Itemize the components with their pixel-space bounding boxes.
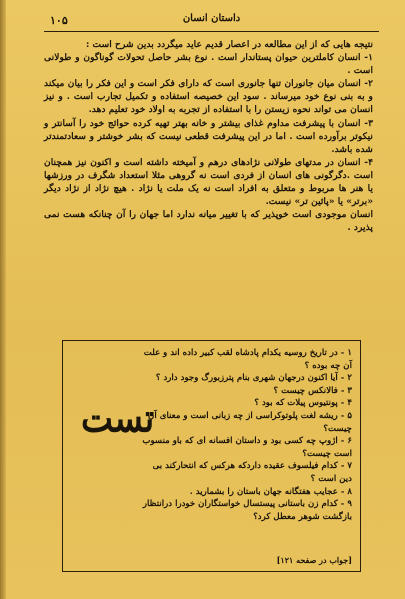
paragraph: ۱- انسان کاملترین حیوان پستاندار است . نوع بشر حاصل تحولات گوناگون و طولانی است . bbox=[44, 52, 373, 77]
test-question: ۴ - پونتیوس پیلات که بود ؟ bbox=[254, 398, 352, 409]
test-box bbox=[62, 340, 361, 572]
test-question: ۹ - کدام زن باستانی پیستسال خواستگاران خودرا درانتظار بازگشت شوهر معطل کرد؟ bbox=[142, 499, 352, 522]
test-question: ۳ - فالانکس چیست ؟ bbox=[273, 385, 352, 396]
article-body bbox=[44, 38, 373, 234]
running-title: داستان انسان bbox=[182, 13, 241, 24]
paragraph: ۳- انسان با پیشرفت مداوم غذای بیشتر و خانه بهتر تهیه کرده حوائج خود را آسانتر و نیکوتر برآورده است . اما در این پیشرفت قطعی نیست که بشر خوشتر و سعادتمندتر شده باشد. bbox=[44, 117, 373, 155]
test-question: ۱ - در تاریخ روسیه یکدام پادشاه لقب کبیر داده اند و علت آن چه بوده ؟ bbox=[143, 348, 352, 371]
test-question: ۵ - ریشه لغت پلوتوکراسی از چه زبانی است و معنای آن چیست؟ bbox=[148, 410, 352, 434]
paragraph: ۲- انسان میان جانوران تنها جانوری است که دارای فکر است و این فکر را بیان میکند و به بنی نوع خود میرساند . سود این خصیصه استفاده و تکمیل تجارب است . و نیز انسان می تواند نحوه زیستن را با استفاده از تجربه به اولاد خود تعلیم دهد. bbox=[44, 78, 373, 116]
test-question-list bbox=[142, 347, 352, 523]
paragraph: انسان موجودی است خوپذیر که با تغییر میانه ندارد اما جهان را آن چنانکه هست نمی پذیرد . bbox=[44, 209, 373, 234]
paragraph: ۴- انسان در مدتهای طولانی نژادهای درهم و آمیخته داشته است و اکنون نیز همچنان است .دگرگونی های انسان از فردی است نه گروهی مثلا استعداد شگرف در ورزشها یا هنر ها مربوط و متعلق به افراد است نه یک ملت یا نژاد . هیچ نژاد از نژاد دیگر «برتر» یا «پائین تر» نیست. bbox=[44, 156, 373, 208]
test-title: تست bbox=[81, 396, 155, 442]
page-number: ۱۰۵ bbox=[50, 14, 68, 27]
page-binding-edge bbox=[0, 0, 6, 599]
test-question: ۲ - آیا اکنون درجهان شهری بنام پترزبورگ وجود دارد ؟ bbox=[155, 373, 352, 384]
paragraph: نتیجه هایی که از این مطالعه در اعصار قدیم عاید میگردد بدین شرح است : bbox=[85, 39, 373, 50]
test-question: ۸ - عجایب هفتگانه جهان باستان را بشمارید . bbox=[189, 486, 352, 497]
test-question: ۶ - اژوپ چه کسی بود و داستان افسانه ای که باو منسوب است چیست؟ bbox=[142, 436, 352, 459]
answer-reference: [جواب در صفحه ۱۲۱] bbox=[276, 555, 352, 565]
test-question: ۷ - کدام فیلسوف عقیده داردکه هرکس که انتحارکند بی دین است ؟ bbox=[152, 461, 352, 484]
page-header bbox=[44, 9, 379, 32]
